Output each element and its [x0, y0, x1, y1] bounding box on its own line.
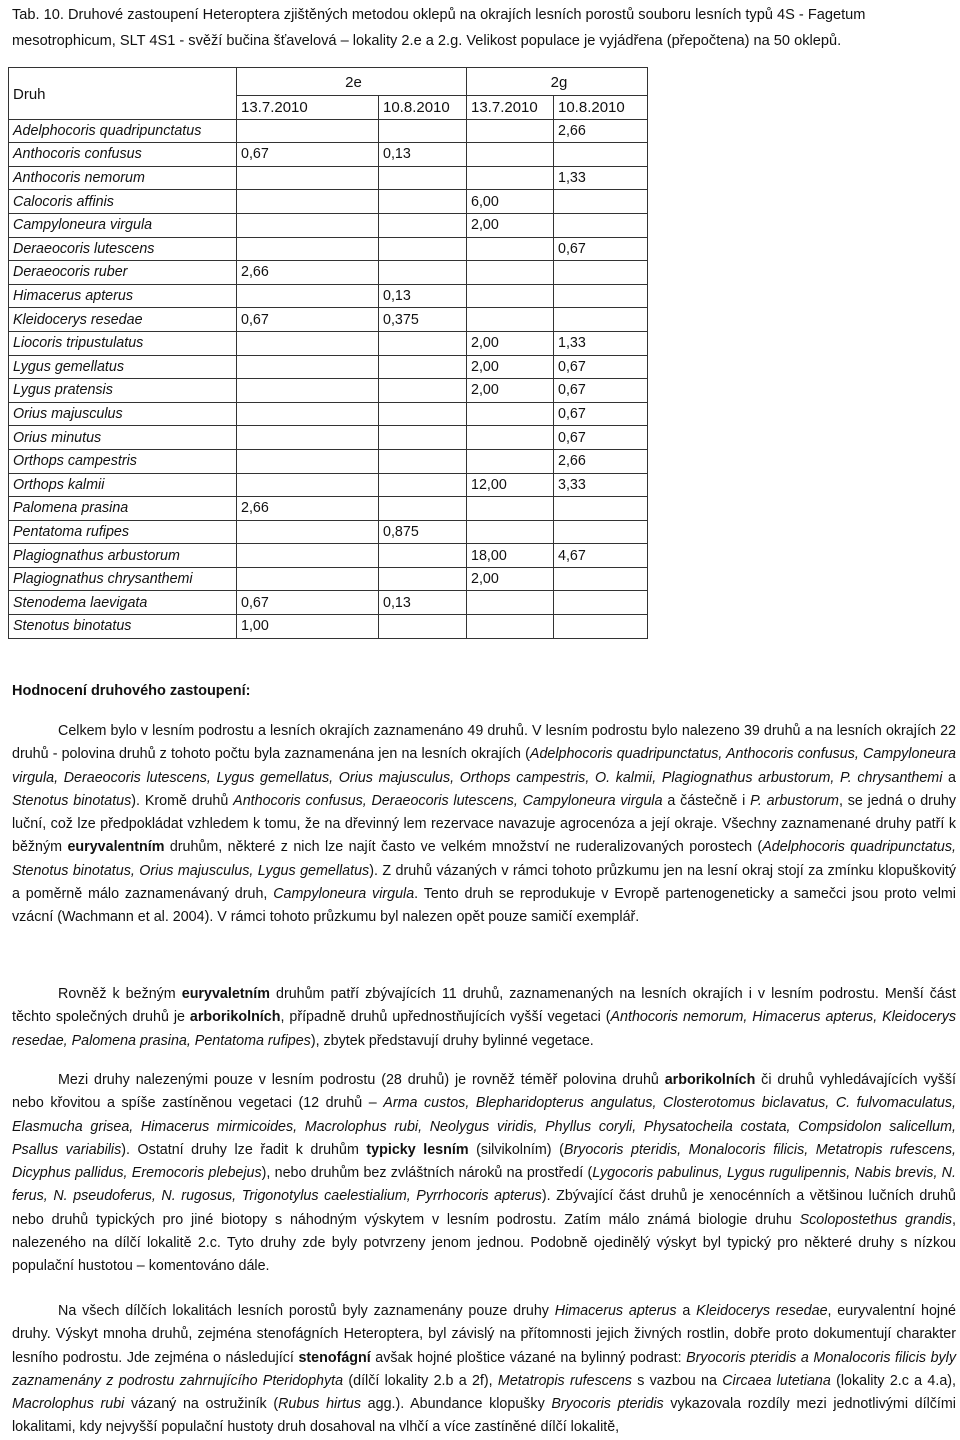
value-cell	[467, 237, 554, 261]
value-cell: 12,00	[467, 473, 554, 497]
paragraph	[12, 1300, 956, 1440]
text-segment: (dílčí lokality 2.b a 2f),	[343, 1372, 498, 1389]
value-cell	[379, 331, 467, 355]
species-cell: Anthocoris nemorum	[9, 166, 237, 190]
species-cell: Orius majusculus	[9, 402, 237, 426]
group-header-2e: 2e	[237, 68, 467, 96]
table-row	[9, 237, 648, 261]
value-cell	[554, 591, 648, 615]
text-segment: Adelphocoris quadripunctatus, Stenotus binotatus, Orius majusculus, Lygus gemellatus	[12, 839, 956, 879]
value-cell	[237, 379, 379, 403]
table-row	[9, 449, 648, 473]
text-segment: euryvalentním	[67, 839, 165, 856]
text-segment: Himacerus apterus	[554, 1303, 677, 1319]
table-row	[9, 261, 648, 285]
value-cell: 0,67	[554, 426, 648, 450]
value-cell: 2,66	[237, 261, 379, 285]
text-segment: Rovněž k bežným	[58, 986, 182, 1002]
text-segment: Bryocoris pteridis	[551, 1396, 664, 1413]
value-cell: 0,67	[554, 402, 648, 426]
table-row	[9, 402, 648, 426]
value-cell	[467, 308, 554, 332]
value-cell	[237, 213, 379, 237]
value-cell	[467, 166, 554, 190]
paragraph	[12, 983, 956, 1053]
value-cell	[554, 261, 648, 285]
value-cell	[554, 520, 648, 544]
value-cell	[379, 426, 467, 450]
species-cell: Liocoris tripustulatus	[9, 331, 237, 355]
species-cell: Lygus pratensis	[9, 379, 237, 403]
value-cell	[379, 355, 467, 379]
value-cell	[467, 402, 554, 426]
value-cell	[379, 567, 467, 591]
text-segment: agg.). Abundance klopušky	[361, 1396, 552, 1413]
value-cell	[467, 261, 554, 285]
text-segment: , se jedná o druhy luční, což lze předpokládat vzhledem k tomu, že na dřevinný lem rezervace navazuje agrocenóza a její okraje. Všechny zaznamenané druhy patří k běžným	[12, 792, 956, 856]
paragraph-4	[12, 1300, 956, 1440]
text-segment: Kleidocerys resedae	[696, 1303, 828, 1319]
value-cell	[379, 166, 467, 190]
value-cell	[237, 237, 379, 261]
value-cell: 1,33	[554, 331, 648, 355]
value-cell	[467, 497, 554, 521]
text-segment: P. arbustorum	[750, 792, 839, 809]
value-cell	[554, 308, 648, 332]
value-cell	[379, 473, 467, 497]
value-cell	[467, 591, 554, 615]
value-cell: 0,67	[237, 308, 379, 332]
text-segment: euryvaletním	[181, 986, 270, 1002]
text-segment: Campyloneura virgula	[273, 886, 415, 903]
text-segment: stenofágní	[298, 1349, 371, 1366]
value-cell	[237, 544, 379, 568]
table-row	[9, 355, 648, 379]
text-segment: Bryocoris pteridis a Monalocoris filicis byly zaznamenány z podrostu zahrnujícího Pteridophyta	[12, 1349, 956, 1389]
value-cell	[237, 331, 379, 355]
species-cell: Deraeocoris lutescens	[9, 237, 237, 261]
table-row	[9, 426, 648, 450]
text-segment: Metatropis rufescens	[497, 1372, 632, 1389]
value-cell: 0,375	[379, 308, 467, 332]
value-cell: 2,00	[467, 355, 554, 379]
text-segment: druhům, některé z nich lze najít často ve velkém množství ne ruderalizovaných porostech (	[164, 839, 763, 856]
value-cell: 0,67	[237, 591, 379, 615]
value-cell: 0,875	[379, 520, 467, 544]
value-cell	[467, 449, 554, 473]
text-segment: Celkem bylo v lesním podrostu a lesních okrajích zaznamenáno 49 druhů. V lesním podrostu bylo nalezeno 39 druhů a na lesních okrajích 22 druhů - polovina druhů z tohoto počtu byla zaznamenána jen na lesních okrajích (	[12, 723, 956, 763]
value-cell: 2,00	[467, 213, 554, 237]
paragraph	[12, 1069, 956, 1279]
value-cell	[237, 426, 379, 450]
value-cell	[379, 190, 467, 214]
value-cell: 0,13	[379, 591, 467, 615]
table-row	[9, 591, 648, 615]
species-cell: Plagiognathus arbustorum	[9, 544, 237, 568]
heteroptera-table	[8, 67, 648, 639]
text-segment: a	[676, 1303, 697, 1319]
text-segment: Anthocoris nemorum, Himacerus apterus, Kleidocerys resedae, Palomena prasina, Pentatoma rufipes	[12, 1009, 956, 1049]
paragraph-3	[12, 1069, 956, 1279]
table-body	[9, 119, 648, 638]
value-cell	[467, 143, 554, 167]
table-row	[9, 190, 648, 214]
value-cell: 3,33	[554, 473, 648, 497]
species-cell: Orius minutus	[9, 426, 237, 450]
table-row	[9, 143, 648, 167]
text-segment: typicky lesním	[366, 1141, 469, 1158]
text-segment: Anthocoris confusus, Deraeocoris lutescens, Campyloneura virgula	[233, 792, 663, 809]
text-segment: a	[942, 769, 956, 786]
value-cell: 2,00	[467, 331, 554, 355]
text-segment: Arma custos, Blepharidopterus angulatus, Closterotomus biclavatus, C. fulvomaculatus, Elasmucha grisea, Himacerus mirmicoides, Macrolophus rubi, Neolygus viridis, Phyllus coryli, Physatocheila costata, Compsidolon salicellum, Psallus variabilis	[12, 1095, 956, 1158]
table-row	[9, 379, 648, 403]
text-segment: ), nebo druhům bez zvláštních nároků na prostředí (	[261, 1165, 593, 1182]
text-segment: či druhů vyhledávajících vyšší nebo křovitou a spíše zastíněnou vegetaci (12 druhů –	[12, 1072, 957, 1112]
value-cell: 2,00	[467, 379, 554, 403]
value-cell	[379, 449, 467, 473]
value-cell: 2,66	[237, 497, 379, 521]
value-cell	[379, 237, 467, 261]
value-cell	[379, 119, 467, 143]
text-segment: arborikolních	[189, 1009, 281, 1026]
value-cell: 4,67	[554, 544, 648, 568]
value-cell	[237, 567, 379, 591]
text-segment: Macrolophus rubi	[12, 1396, 125, 1413]
text-segment: avšak hojné ploštice vázané na bylinný podrast:	[370, 1349, 687, 1366]
text-segment: arborikolních	[664, 1072, 756, 1088]
species-cell: Stenodema laevigata	[9, 591, 237, 615]
species-cell: Deraeocoris ruber	[9, 261, 237, 285]
table-row	[9, 213, 648, 237]
species-cell: Stenotus binotatus	[9, 615, 237, 639]
species-cell: Pentatoma rufipes	[9, 520, 237, 544]
text-segment: Circaea lutetiana	[722, 1372, 831, 1389]
value-cell	[237, 449, 379, 473]
species-cell: Palomena prasina	[9, 497, 237, 521]
value-cell	[237, 166, 379, 190]
value-cell: 0,13	[379, 284, 467, 308]
table-row	[9, 497, 648, 521]
text-segment: Na všech dílčích lokalitách lesních porostů byly zaznamenány pouze druhy	[58, 1303, 555, 1319]
value-cell	[467, 284, 554, 308]
species-cell: Kleidocerys resedae	[9, 308, 237, 332]
value-cell: 2,00	[467, 567, 554, 591]
text-segment: ). Kromě druhů	[131, 792, 234, 809]
text-segment: , euryvalentní hojné druhy. Výskyt mnoha druhů, zejména stenofágních Heteroptera, byl závislý na přítomnosti jejich živných rostlin, dobře proto dokumentují charakter lesního podrostu. Jde zejména o následující	[12, 1303, 956, 1366]
species-cell: Adelphocoris quadripunctatus	[9, 119, 237, 143]
text-segment: Mezi druhy nalezenými pouze v lesním podrostu (28 druhů) je rovněž téměř polovina druhů	[58, 1072, 665, 1088]
value-cell	[467, 426, 554, 450]
text-segment: ). Ostatní druhy lze řadit k druhům	[121, 1141, 367, 1158]
value-cell: 18,00	[467, 544, 554, 568]
table-row	[9, 284, 648, 308]
value-cell	[379, 213, 467, 237]
species-cell: Anthocoris confusus	[9, 143, 237, 167]
table-row	[9, 615, 648, 639]
date-header: 13.7.2010	[467, 96, 554, 120]
value-cell	[379, 615, 467, 639]
value-cell: 2,66	[554, 449, 648, 473]
value-cell	[554, 284, 648, 308]
species-cell: Lygus gemellatus	[9, 355, 237, 379]
table-header-row-groups	[9, 68, 648, 96]
text-segment: ). Z druhů vázaných v rámci tohoto průzkumu jen na lesní okraj stojí za zmínku klopuškovitý a poměrně málo zaznamenávaný druh,	[12, 862, 956, 903]
table-row	[9, 567, 648, 591]
date-header: 13.7.2010	[237, 96, 379, 120]
text-segment: , případně druhů upřednostňujících vyšší vegetaci (	[280, 1009, 611, 1026]
value-cell	[554, 190, 648, 214]
value-cell: 1,00	[237, 615, 379, 639]
value-cell	[237, 355, 379, 379]
date-header: 10.8.2010	[554, 96, 648, 120]
paragraph	[12, 720, 956, 930]
value-cell	[554, 213, 648, 237]
value-cell: 2,66	[554, 119, 648, 143]
text-segment: ). Zbývající část druhů je xenocénních a většinou lučních druhů nebo druhů typických pro jiné biotopy s náhodným výskytem v lesním podrostu. Zatím málo známá biologie druhu	[12, 1188, 956, 1228]
table-row	[9, 544, 648, 568]
text-segment: vázaný na ostružiník (	[124, 1396, 279, 1413]
value-cell	[554, 567, 648, 591]
value-cell: 0,67	[237, 143, 379, 167]
value-cell	[379, 261, 467, 285]
species-cell: Orthops campestris	[9, 449, 237, 473]
text-segment: (lokality 2.c a 4.a),	[830, 1372, 957, 1389]
paragraph-1	[12, 720, 956, 930]
text-segment: vykazovala rozdíly mezi jednotlivými dílčími lokalitami, kdy nejvyšší populační hustoty druh dosahoval na vlhčí a více zastíněné dílčí lokalitě,	[12, 1396, 956, 1436]
text-segment: a částečně i	[662, 792, 751, 809]
text-segment: , nalezeného na dílčí lokalitě 2.c. Tyto druhy zde byly potvrzeny jenom jednou. Podobně ojedinělý výskyt byl typický pro některé druhy s nízkou populační hustotou – komentováno dále.	[12, 1211, 957, 1275]
value-cell	[379, 379, 467, 403]
value-cell	[237, 284, 379, 308]
text-segment: druhům patří zbývajících 11 druhů, zaznamenaných na lesních okrajích i v lesním podrostu. Menší část těchto společných druhů je	[12, 986, 956, 1026]
value-cell: 6,00	[467, 190, 554, 214]
table-row	[9, 473, 648, 497]
species-cell: Orthops kalmii	[9, 473, 237, 497]
value-cell	[554, 497, 648, 521]
value-cell: 0,67	[554, 237, 648, 261]
text-segment: . Tento druh se reprodukuje v Evropě partenogeneticky a samečci jsou proto velmi vzácní (Wachmann et al. 2004). V rámci tohoto průzkumu byl nalezen opět pouze samičí exemplář.	[12, 886, 956, 926]
text-segment: Scolopostethus grandis	[799, 1211, 953, 1228]
table-caption: Tab. 10. Druhové zastoupení Heteroptera zjištěných metodou oklepů na okrajích lesních porostů souboru lesních typů 4S - Fagetum mesotrophicum, SLT 4S1 - svěží bučina šťavelová – lokality 2.e a 2.g. Velikost populace je vyjádřena (přepočtena) na 50 oklepů.	[12, 7, 866, 49]
species-cell: Calocoris affinis	[9, 190, 237, 214]
text-segment: Stenotus binotatus	[12, 792, 132, 809]
section-title: Hodnocení druhového zastoupení:	[12, 683, 251, 699]
species-cell: Plagiognathus chrysanthemi	[9, 567, 237, 591]
table-row	[9, 119, 648, 143]
value-cell	[237, 402, 379, 426]
text-segment: Lygocoris pabulinus, Lygus rugulipennis, Nabis brevis, N. ferus, N. pseudoferus, N. rugosus, Trigonotylus caelestialium, Pyrrhocoris apterus	[12, 1165, 956, 1205]
text-segment: s vazbou na	[631, 1372, 723, 1389]
value-cell	[467, 520, 554, 544]
value-cell	[554, 615, 648, 639]
value-cell: 1,33	[554, 166, 648, 190]
text-segment: Rubus hirtus	[278, 1396, 362, 1413]
value-cell	[237, 119, 379, 143]
text-segment: ), zbytek představují druhy bylinné vegetace.	[310, 1032, 594, 1049]
species-cell: Himacerus apterus	[9, 284, 237, 308]
text-segment: Bryocoris pteridis, Monalocoris filicis, Metatropis rufescens, Dicyphus pallidus, Eremocoris plebejus	[12, 1141, 956, 1182]
group-header-2g: 2g	[467, 68, 648, 96]
value-cell	[237, 190, 379, 214]
value-cell	[467, 119, 554, 143]
table-row	[9, 308, 648, 332]
table-row	[9, 520, 648, 544]
value-cell	[554, 143, 648, 167]
paragraph-2	[12, 983, 956, 1053]
text-segment: (silvikolním) (	[468, 1141, 564, 1158]
table-row	[9, 166, 648, 190]
value-cell	[379, 544, 467, 568]
text-segment: Adelphocoris quadripunctatus, Anthocoris confusus, Campyloneura virgula, Deraeocoris lutescens, Lygus gemellatus, Orius majusculus, Orthops campestris, O. kalmii, Plagiognathus arbustorum, P. chrysanthemi	[12, 746, 956, 786]
species-column-header: Druh	[9, 68, 237, 120]
value-cell	[237, 520, 379, 544]
value-cell	[467, 615, 554, 639]
value-cell	[379, 402, 467, 426]
value-cell	[237, 473, 379, 497]
value-cell	[379, 497, 467, 521]
value-cell: 0,13	[379, 143, 467, 167]
species-cell: Campyloneura virgula	[9, 213, 237, 237]
value-cell: 0,67	[554, 355, 648, 379]
value-cell: 0,67	[554, 379, 648, 403]
table-row	[9, 331, 648, 355]
date-header: 10.8.2010	[379, 96, 467, 120]
